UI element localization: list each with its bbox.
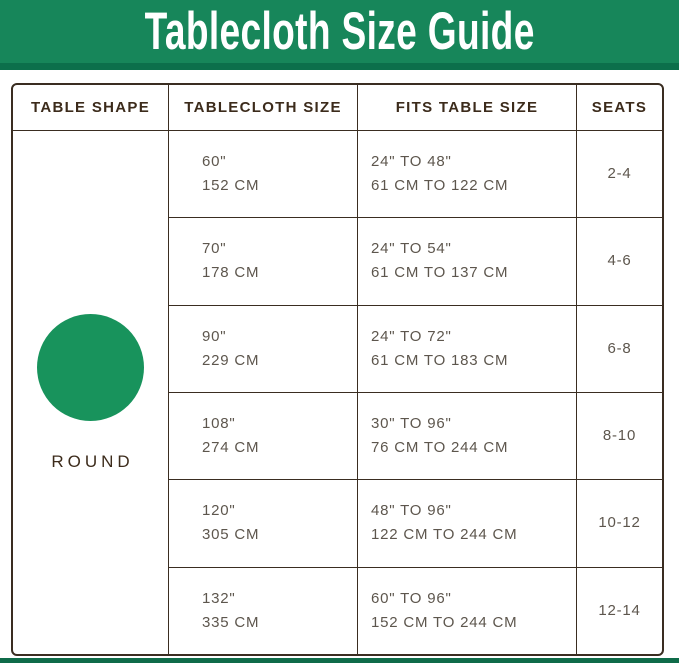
tablecloth-size-cell	[169, 393, 358, 479]
size-inches: 132"	[202, 589, 236, 607]
shape-label: ROUND	[51, 451, 134, 471]
fits-size-cell	[358, 393, 577, 479]
table-body	[13, 131, 662, 654]
fits-inches: 30" TO 96"	[371, 415, 452, 433]
size-inches: 108"	[202, 415, 236, 433]
size-inches: 90"	[202, 327, 227, 345]
header-tablecloth-size: TABLECLOTH SIZE	[169, 85, 358, 130]
seats-cell: 4-6	[607, 252, 632, 270]
tablecloth-size-cell	[169, 568, 358, 654]
table-row	[169, 480, 662, 567]
seats-cell: 8-10	[602, 427, 637, 445]
tablecloth-size-cell	[169, 480, 358, 566]
table-shape-cell	[13, 131, 169, 654]
fits-cm: 122 CM TO 244 CM	[371, 526, 518, 544]
round-circle-icon	[37, 314, 144, 421]
table-row	[169, 131, 662, 218]
fits-cm: 152 CM TO 244 CM	[371, 613, 518, 631]
seats-cell: 6-8	[607, 339, 632, 357]
fits-size-cell	[358, 131, 577, 217]
data-rows	[169, 131, 662, 654]
fits-size-cell	[358, 218, 577, 304]
seats-cell: 10-12	[598, 514, 641, 532]
header-fits-table-size: FITS TABLE SIZE	[358, 85, 577, 130]
table-row	[169, 306, 662, 393]
fits-inches: 48" TO 96"	[371, 502, 452, 520]
size-inches: 120"	[202, 502, 236, 520]
seats-cell: 12-14	[598, 601, 641, 619]
table-row	[169, 218, 662, 305]
header-table-shape: TABLE SHAPE	[13, 85, 169, 130]
header-seats: SEATS	[591, 99, 648, 116]
fits-cm: 61 CM TO 122 CM	[371, 177, 509, 195]
size-cm: 152 CM	[202, 177, 260, 195]
page-title: Tablecloth Size Guide	[144, 2, 535, 61]
fits-size-cell	[358, 568, 577, 654]
fits-cm: 61 CM TO 137 CM	[371, 264, 509, 282]
size-cm: 274 CM	[202, 439, 260, 457]
size-guide-table	[11, 83, 664, 656]
tablecloth-size-cell	[169, 306, 358, 392]
fits-size-cell	[358, 306, 577, 392]
title-banner	[0, 0, 679, 70]
table-header-row	[13, 85, 662, 131]
fits-inches: 24" TO 72"	[371, 327, 452, 345]
table-row	[169, 393, 662, 480]
fits-inches: 24" TO 48"	[371, 153, 452, 171]
tablecloth-size-cell	[169, 131, 358, 217]
fits-cm: 76 CM TO 244 CM	[371, 439, 509, 457]
fits-inches: 60" TO 96"	[371, 589, 452, 607]
footer-accent-bar	[0, 658, 679, 663]
table-row	[169, 568, 662, 654]
size-cm: 335 CM	[202, 613, 260, 631]
size-inches: 60"	[202, 153, 227, 171]
tablecloth-size-cell	[169, 218, 358, 304]
fits-inches: 24" TO 54"	[371, 240, 452, 258]
fits-size-cell	[358, 480, 577, 566]
seats-cell: 2-4	[607, 165, 632, 183]
fits-cm: 61 CM TO 183 CM	[371, 351, 509, 369]
size-cm: 305 CM	[202, 526, 260, 544]
size-cm: 229 CM	[202, 351, 260, 369]
size-cm: 178 CM	[202, 264, 260, 282]
size-inches: 70"	[202, 240, 227, 258]
